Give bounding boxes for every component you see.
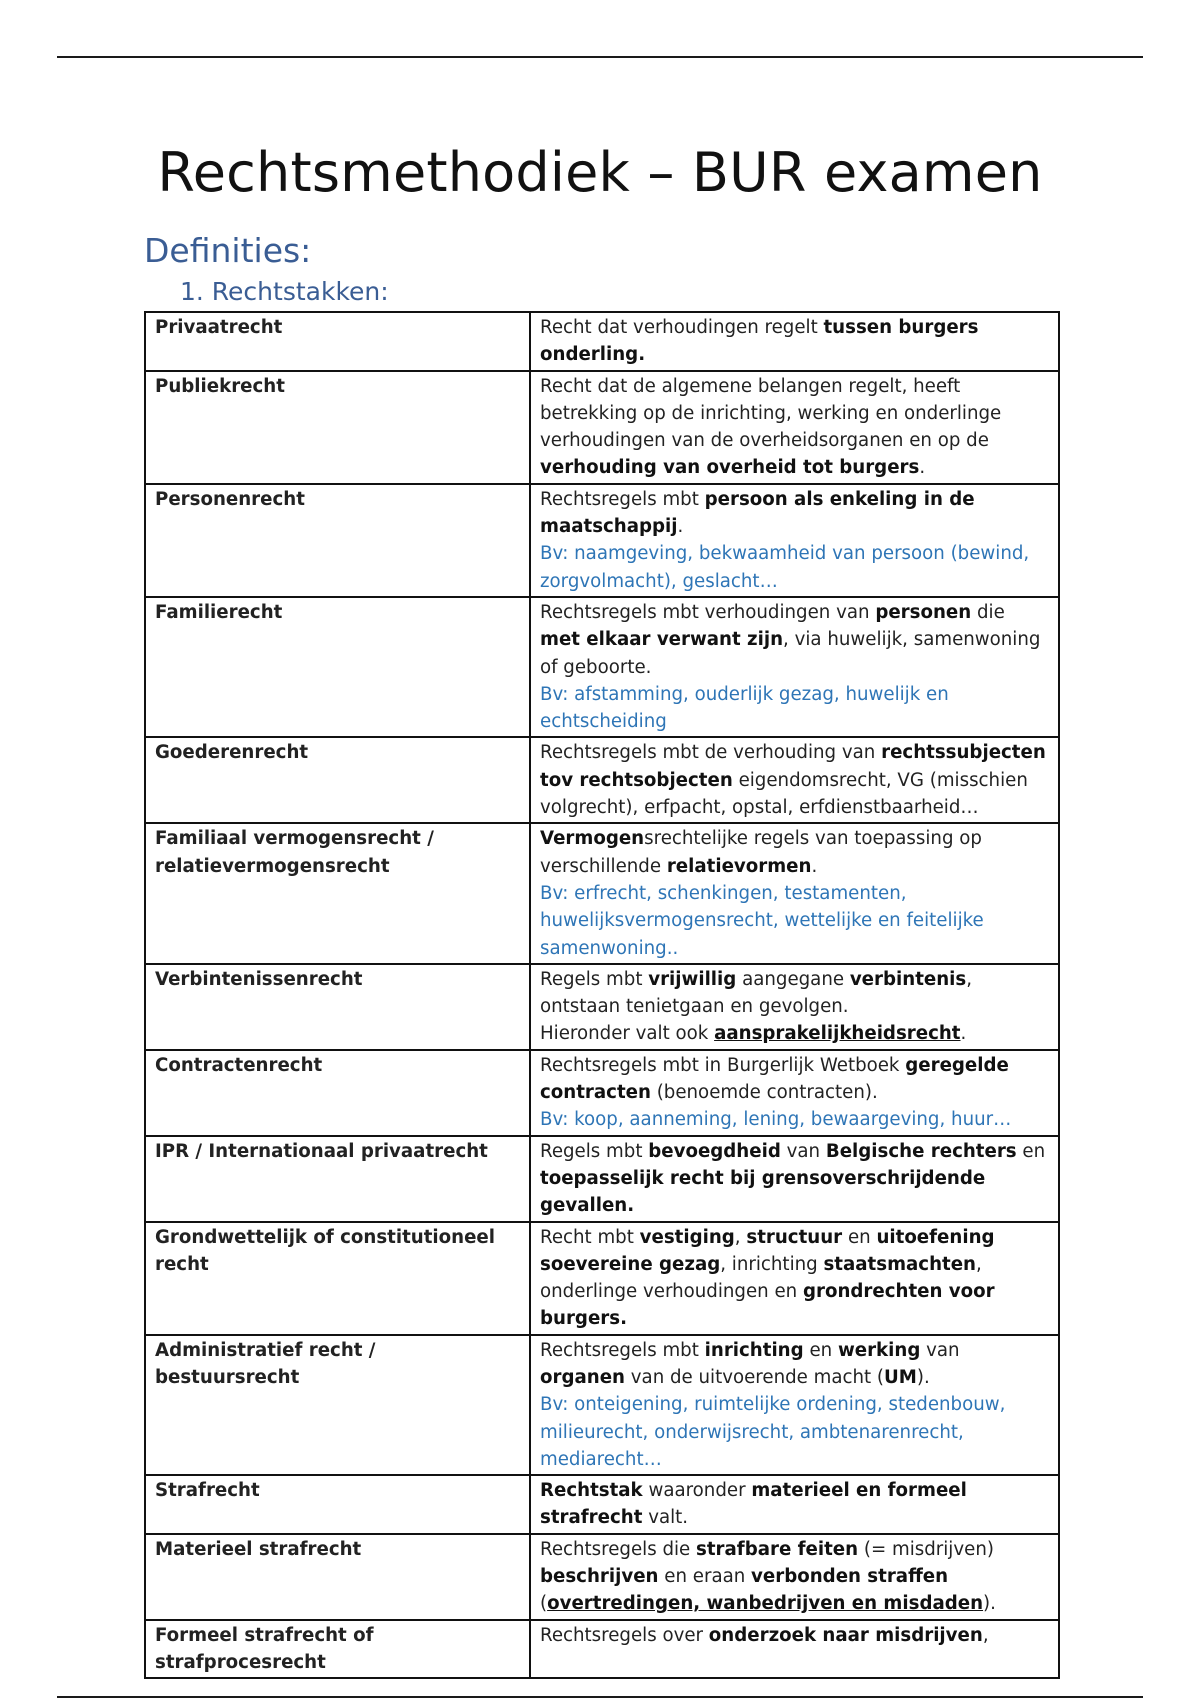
text-run: , — [734, 1226, 747, 1248]
definition-cell — [530, 1620, 1059, 1679]
table-row — [145, 371, 1059, 484]
emphasis-text: Belgische rechters — [825, 1140, 1017, 1162]
definition-cell — [530, 371, 1059, 484]
table-row — [145, 1475, 1059, 1534]
emphasis-text: personen — [875, 601, 972, 623]
text-run: (= misdrijven) — [858, 1538, 994, 1560]
text-run: , inrichting — [720, 1253, 824, 1275]
emphasis-text: verhouding van overheid tot burgers — [540, 457, 920, 479]
term-cell: Goederenrecht — [145, 737, 530, 823]
emphasis-text: strafbare feiten — [696, 1538, 859, 1560]
text-run: aangegane — [736, 968, 850, 990]
definition-cell — [530, 737, 1059, 823]
subsection-heading: 1. Rechtstakken: — [180, 277, 389, 306]
example-text: Bv: koop, aanneming, lening, bewaargeving, huur… — [540, 1109, 1012, 1131]
definition-cell — [530, 1534, 1059, 1620]
table-row — [145, 1050, 1059, 1136]
definition-text — [540, 1052, 1049, 1107]
text-run: (benoemde contracten). — [650, 1082, 878, 1104]
text-run: Rechtsregels mbt — [540, 1339, 705, 1361]
text-run: en — [842, 1226, 877, 1248]
emphasis-text: verbonden straffen — [751, 1566, 949, 1588]
definition-text — [540, 1337, 1049, 1392]
text-run: Hieronder valt ook — [540, 1023, 715, 1045]
definition-note — [540, 1020, 1049, 1047]
emphasis-text: persoon als enkeling in de maatschappij — [540, 488, 975, 538]
table-row — [145, 484, 1059, 597]
emphasis-text: organen — [540, 1366, 625, 1388]
emphasis-text: met elkaar verwant zijn — [540, 629, 784, 651]
text-run: Rechtsregels mbt in Burgerlijk Wetboek — [540, 1054, 906, 1076]
definition-cell — [530, 1335, 1059, 1475]
text-run: Rechtsregels mbt de verhouding van — [540, 742, 882, 764]
text-run: en — [1016, 1140, 1046, 1162]
definition-text — [540, 1224, 1049, 1333]
definition-text — [540, 739, 1049, 821]
definition-text — [540, 1536, 1049, 1618]
text-run: ). — [983, 1593, 996, 1615]
emphasis-text: structuur — [746, 1226, 843, 1248]
example-text: Bv: erfrecht, schenkingen, testamenten, huwelijksvermogensrecht, wettelijke en feitelijke samenwoning.. — [540, 882, 984, 959]
text-run: en — [803, 1339, 838, 1361]
emphasis-text: overtredingen, wanbedrijven en misdaden — [547, 1593, 984, 1615]
term-cell: Materieel strafrecht — [145, 1534, 530, 1620]
text-run: ( — [540, 1593, 548, 1615]
document-title: Rechtsmethodiek – BUR examen — [157, 141, 1043, 204]
text-run: en eraan — [658, 1566, 752, 1588]
definition-cell — [530, 484, 1059, 597]
text-run: Rechtsregels die — [540, 1538, 697, 1560]
term-cell: Familiaal vermogensrecht / relatievermogensrecht — [145, 823, 530, 963]
definition-cell — [530, 312, 1059, 371]
definition-text — [540, 373, 1049, 482]
table-row — [145, 823, 1059, 963]
text-run: . — [811, 855, 818, 877]
emphasis-text: werking — [837, 1339, 921, 1361]
definition-cell — [530, 597, 1059, 737]
text-run: Recht dat verhoudingen regelt — [540, 317, 824, 338]
table-row — [145, 1222, 1059, 1335]
definition-text — [540, 599, 1049, 681]
term-cell: Formeel strafrecht of strafprocesrecht — [145, 1620, 530, 1679]
definition-text — [540, 1138, 1049, 1220]
text-run: , — [982, 1624, 989, 1646]
definition-text — [540, 966, 1049, 1021]
example-text: Bv: naamgeving, bekwaamheid van persoon (bewind, zorgvolmacht), geslacht… — [540, 543, 1030, 592]
text-run: die — [971, 601, 1005, 623]
text-run: ). — [916, 1366, 930, 1388]
definition-cell — [530, 1222, 1059, 1335]
table-row — [145, 1534, 1059, 1620]
definition-text — [540, 486, 1049, 541]
emphasis-text: uitoefening soevereine gezag — [540, 1226, 995, 1275]
term-cell: Publiekrecht — [145, 371, 530, 484]
emphasis-text: vestiging — [639, 1226, 735, 1248]
emphasis-text: toepasselijk recht bij grensoverschrijdende gevallen. — [540, 1167, 986, 1217]
text-run: Rechtsregels mbt verhoudingen van — [540, 601, 876, 623]
text-run: Regels mbt — [540, 968, 649, 990]
definition-text — [540, 1477, 1049, 1532]
emphasis-text: bevoegdheid — [648, 1140, 781, 1162]
emphasis-text: vrijwillig — [648, 968, 737, 990]
emphasis-text: relatievormen — [666, 855, 812, 877]
emphasis-text: tussen burgers onderling. — [540, 317, 979, 366]
text-run: , via huwelijk, samenwoning of geboorte. — [540, 629, 1041, 678]
table-row — [145, 1335, 1059, 1475]
emphasis-text: geregelde contracten — [540, 1054, 1009, 1104]
table-row — [145, 312, 1059, 371]
text-run: . — [919, 457, 926, 479]
definition-cell — [530, 964, 1059, 1050]
term-cell: Strafrecht — [145, 1475, 530, 1534]
term-cell: Administratief recht / bestuursrecht — [145, 1335, 530, 1475]
emphasis-text: UM — [884, 1366, 917, 1388]
text-run: . — [677, 516, 684, 538]
text-run: Regels mbt — [540, 1140, 649, 1162]
emphasis-text: onderzoek naar misdrijven — [708, 1624, 983, 1646]
text-run: , ontstaan tenietgaan en gevolgen. — [540, 968, 973, 1018]
bottom-rule — [57, 1696, 1143, 1698]
term-cell: Personenrecht — [145, 484, 530, 597]
emphasis-text: verbintenis — [849, 968, 967, 990]
definition-cell — [530, 1050, 1059, 1136]
emphasis-text: beschrijven — [540, 1566, 659, 1588]
emphasis-text: aansprakelijkheidsrecht — [714, 1023, 961, 1045]
example-text: Bv: onteigening, ruimtelijke ordening, stedenbouw, milieurecht, onderwijsrecht, ambtenarenrecht, mediarecht… — [540, 1394, 1006, 1470]
definition-text — [540, 314, 1049, 369]
text-run: van de uitvoerende macht ( — [625, 1366, 885, 1388]
text-run: eigendomsrecht, VG (misschien volgrecht), erfpacht, opstal, erfdienstbaarheid… — [540, 769, 1028, 819]
definition-cell — [530, 1136, 1059, 1222]
term-cell: Privaatrecht — [145, 312, 530, 371]
table-row — [145, 964, 1059, 1050]
emphasis-text: rechtssubjecten tov rechtsobjecten — [540, 742, 1046, 791]
emphasis-text: Vermogen — [540, 828, 645, 850]
emphasis-text: inrichting — [704, 1339, 804, 1361]
table-row — [145, 1136, 1059, 1222]
emphasis-text: materieel en formeel strafrecht — [540, 1480, 967, 1529]
text-run: waaronder — [642, 1480, 752, 1502]
table-row — [145, 1620, 1059, 1679]
text-run: Rechtsregels mbt — [540, 488, 705, 510]
definition-text — [540, 825, 1049, 880]
definition-cell — [530, 1475, 1059, 1534]
definition-text — [540, 1622, 1049, 1649]
emphasis-text: staatsmachten — [823, 1253, 977, 1275]
emphasis-text: grondrechten voor burgers. — [540, 1281, 995, 1330]
top-rule — [57, 56, 1143, 58]
text-run: Recht mbt — [540, 1226, 640, 1248]
term-cell: IPR / Internationaal privaatrecht — [145, 1136, 530, 1222]
term-cell: Grondwettelijk of constitutioneel recht — [145, 1222, 530, 1335]
term-cell: Contractenrecht — [145, 1050, 530, 1136]
table-row — [145, 597, 1059, 737]
table-row — [145, 737, 1059, 823]
section-heading: Definities: — [144, 231, 312, 270]
term-cell: Familierecht — [145, 597, 530, 737]
text-run: valt. — [642, 1507, 689, 1529]
text-run: Rechtsregels over — [540, 1624, 709, 1646]
definition-cell — [530, 823, 1059, 963]
term-cell: Verbintenissenrecht — [145, 964, 530, 1050]
text-run: srechtelijke regels van toepassing op verschillende — [540, 828, 982, 877]
example-text: Bv: afstamming, ouderlijk gezag, huwelijk en echtscheiding — [540, 683, 949, 733]
text-run: . — [960, 1023, 967, 1045]
text-run: Recht dat de algemene belangen regelt, heeft betrekking op de inrichting, werking en onderlinge verhoudingen van de overheidsorganen en op de — [540, 375, 1002, 452]
text-run: van — [780, 1140, 826, 1162]
text-run: , onderlinge verhoudingen en — [540, 1253, 982, 1303]
text-run: van — [920, 1339, 960, 1361]
definitions-table — [144, 311, 1060, 1679]
emphasis-text: Rechtstak — [540, 1480, 643, 1502]
